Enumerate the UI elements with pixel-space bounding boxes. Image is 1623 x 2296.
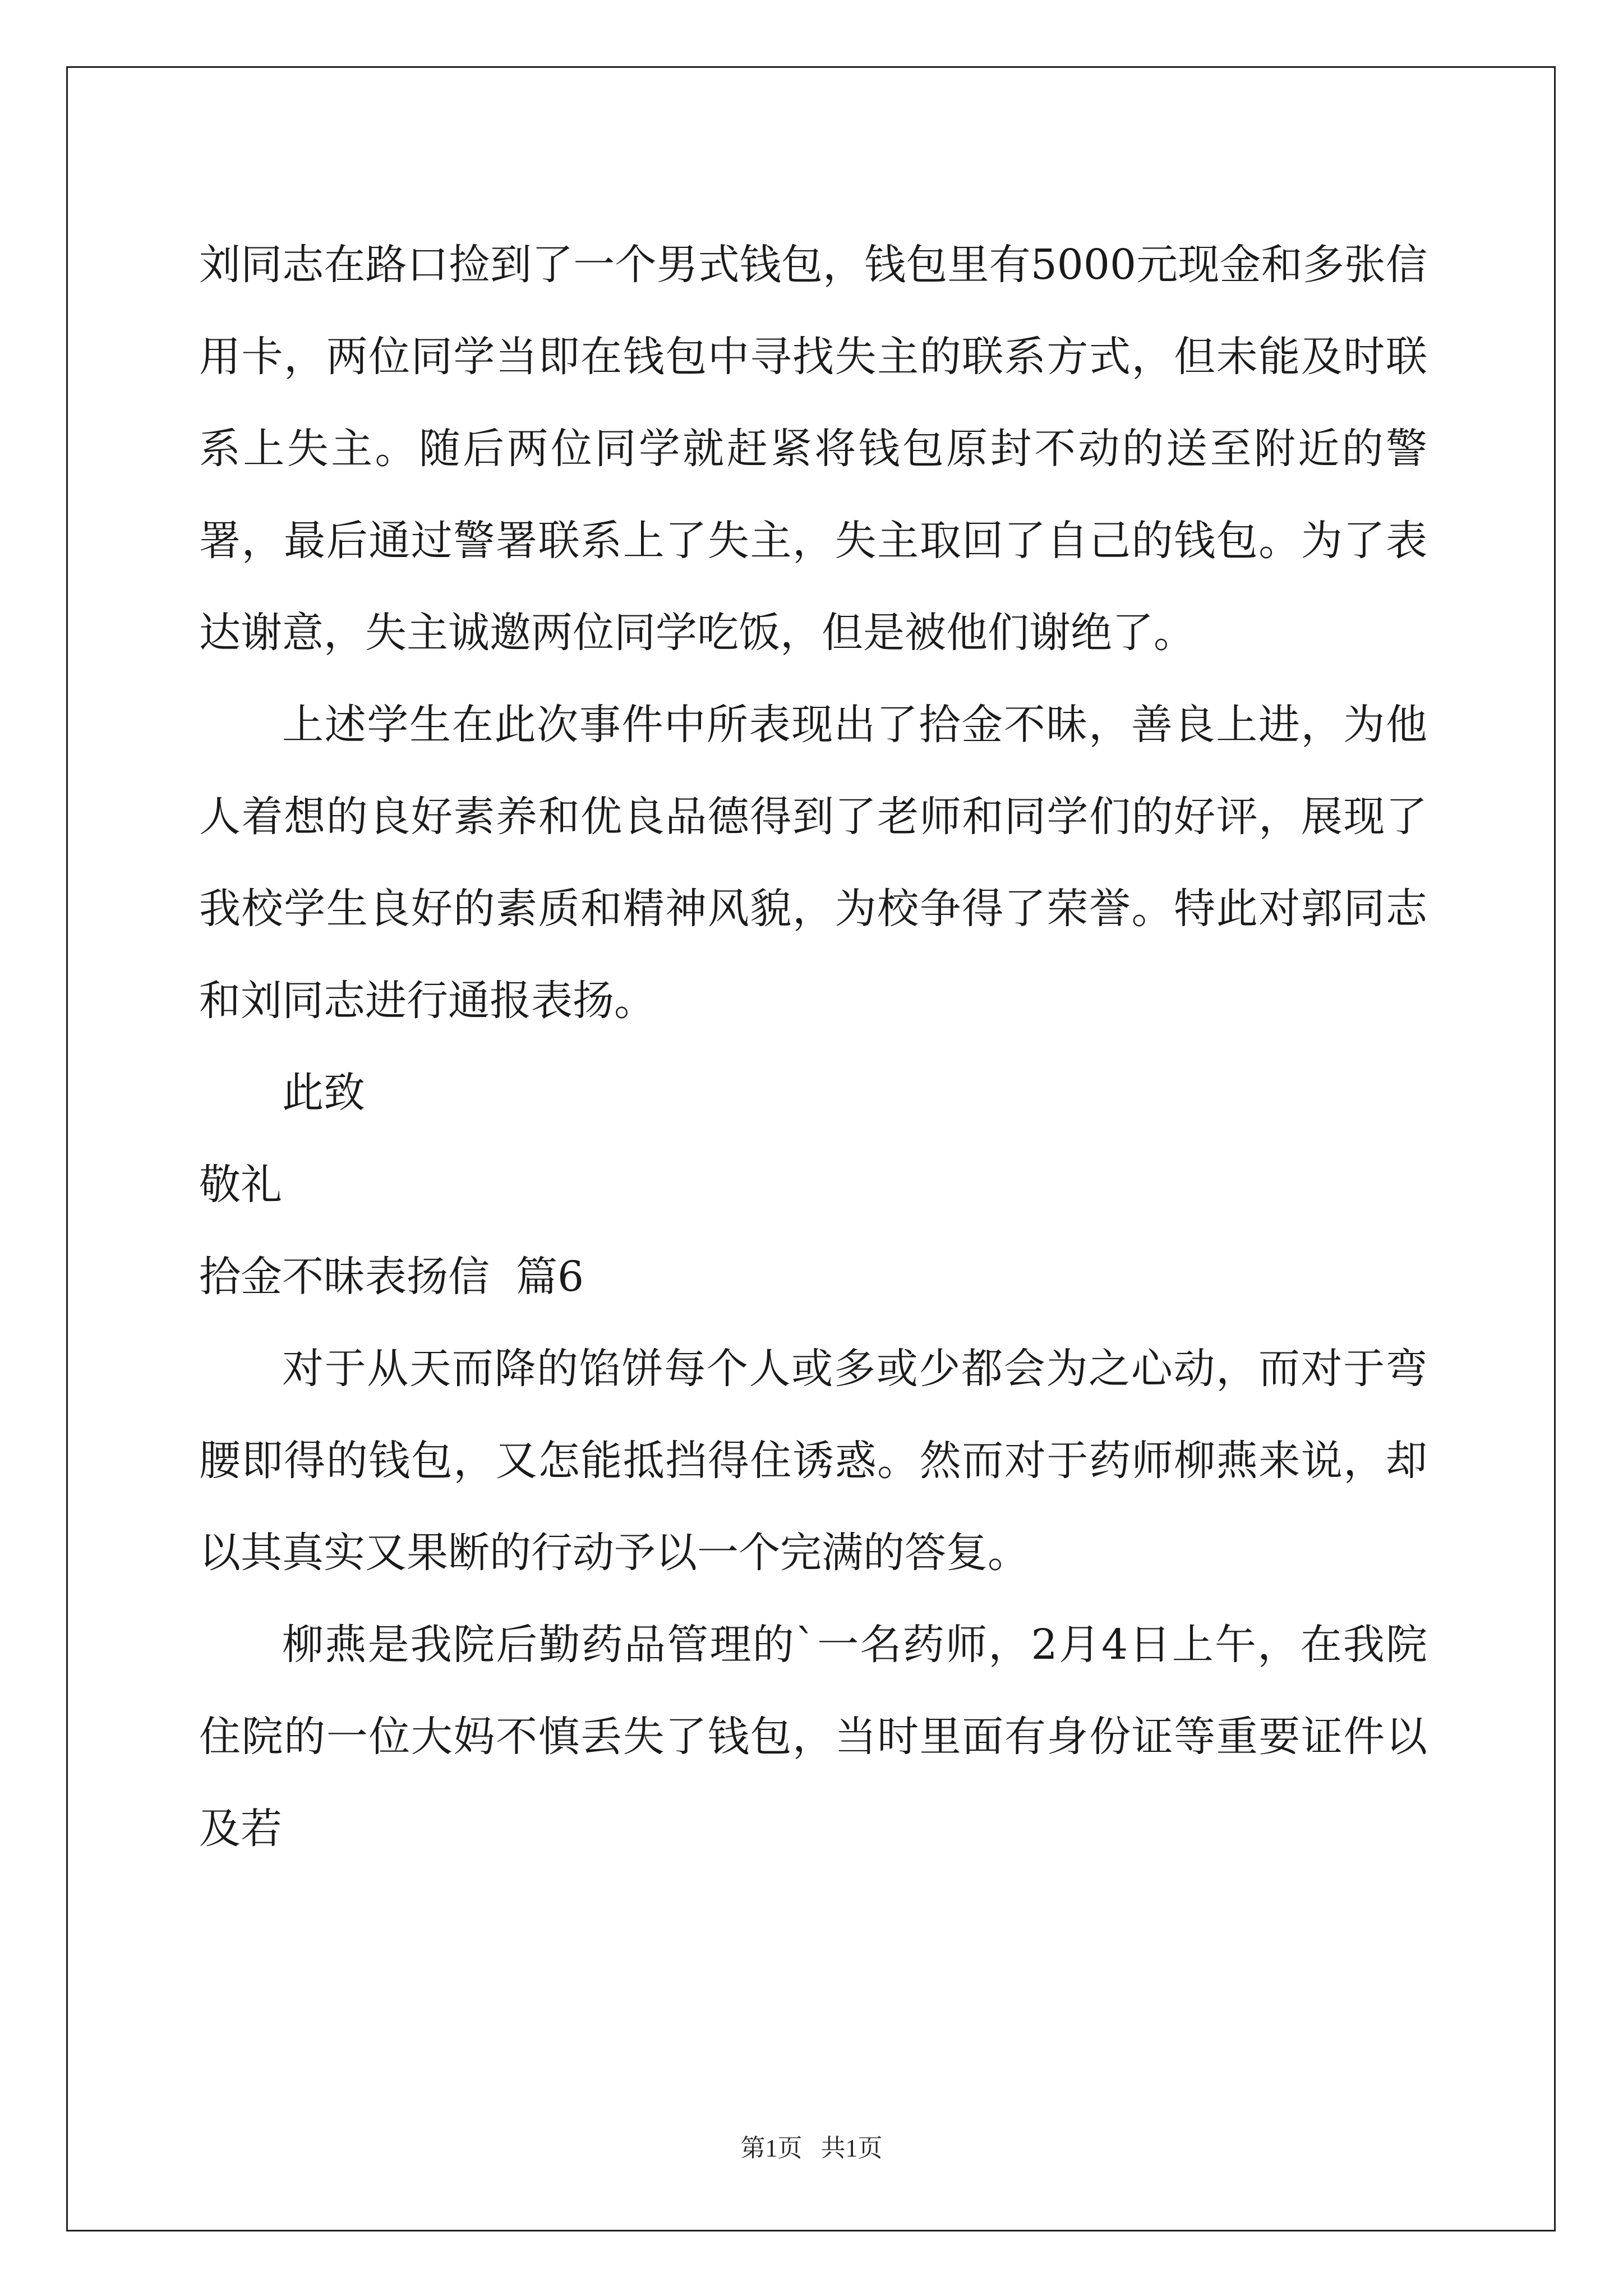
section-heading: 拾金不昧表扬信 篇6 [199, 1253, 584, 1301]
page-footer: 第1页 共1页 [740, 2134, 883, 2162]
paragraph-found-wallet: 刘同志在路口捡到了一个男式钱包，钱包里有5000元现金和多张信用卡，两位同学当即在钱包中寻找失主的联系方式，但未能及时联系上失主。随后两位同学就赶紧将钱包原封不动的送至附近的警署，最后通过警署联系上了失主，失主取回了自己的钱包。为了表达谢意，失主诚邀两位同学吃饭，但是被他们谢绝了。 [199, 241, 1427, 657]
paragraph-liuyan: 柳燕是我院后勤药品管理的`一名药师，2月4日上午，在我院住院的一位大妈不慎丢失了钱包，当时里面有身份证等重要证件以及若 [199, 1621, 1427, 1853]
paragraph-praise: 上述学生在此次事件中所表现出了拾金不昧，善良上进，为他人着想的良好素养和优良品德得到了老师和同学们的好评，展现了我校学生良好的素质和精神风貌，为校争得了荣誉。特此对郭同志和刘同志进行通报表扬。 [199, 701, 1427, 1025]
closing-regards: 敬礼 [199, 1161, 282, 1209]
paragraph-intro: 对于从天而降的馅饼每个人或多或少都会为之心动，而对于弯腰即得的钱包，又怎能抵挡得住诱惑。然而对于药师柳燕来说，却以其真实又果断的行动予以一个完满的答复。 [199, 1345, 1427, 1577]
closing-salutation: 此致 [282, 1069, 365, 1117]
document-body [199, 219, 1427, 1875]
